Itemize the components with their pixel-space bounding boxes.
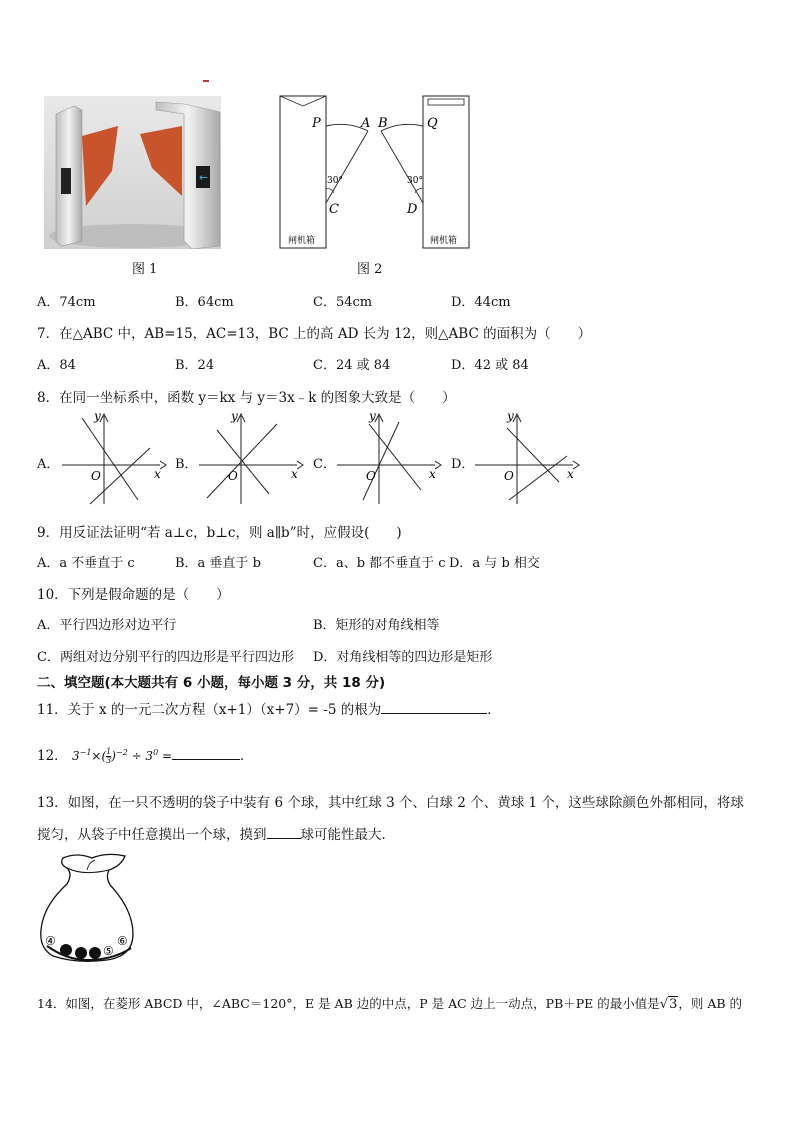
axis-x: x xyxy=(567,467,574,481)
turnstile-diagram xyxy=(278,93,473,251)
axis-y: y xyxy=(507,409,514,423)
q11 xyxy=(37,698,501,718)
q8-graph-b xyxy=(197,408,315,506)
q12-answer-blank[interactable] xyxy=(172,747,240,760)
red-mark xyxy=(203,80,209,82)
svg-text:←: ← xyxy=(199,171,209,184)
angle-right: 30° xyxy=(407,176,423,186)
origin: O xyxy=(504,469,514,483)
axis-y: y xyxy=(94,409,101,423)
q8-label-d: D． xyxy=(451,457,475,472)
label-Q: Q xyxy=(427,116,438,131)
label-B: B xyxy=(378,116,388,131)
q6-option-b: B．64cm xyxy=(175,295,234,310)
angle-left: 30° xyxy=(327,176,343,186)
q13-text-a: 搅匀，从袋子中任意摸出一个球，摸到 xyxy=(37,827,267,843)
q10-option-b: B．矩形的对角线相等 xyxy=(313,618,440,633)
axis-y: y xyxy=(231,409,238,423)
q8-graph-d xyxy=(473,408,591,506)
q9-stem: 9．用反证法证明“若 a⊥c，b⊥c，则 a∥b”时，应假设( ) xyxy=(37,525,402,541)
ball-label-5: ⑤ xyxy=(103,944,114,958)
q6-option-c: C．54cm xyxy=(313,295,373,310)
q9-option-d: D．a 与 b 相交 xyxy=(449,556,540,571)
q7-option-d: D．42 或 84 xyxy=(451,358,529,373)
fig1-caption: 图 1 xyxy=(132,262,158,277)
q8-graph-a xyxy=(60,408,178,506)
right-box-label: 闸机箱 xyxy=(430,236,458,246)
q9-option-a: A．a 不垂直于 c xyxy=(37,556,135,571)
turnstile-photo xyxy=(44,96,221,249)
q13-text-b: 球可能性最大． xyxy=(300,827,395,843)
q10-option-c: C．两组对边分别平行的四边形是平行四边形 xyxy=(37,650,294,665)
q14-text-a: 14．如图，在菱形 ABCD 中，∠ABC＝120°，E 是 AB 边的中点，P 是 AC 边上一动点，PB＋PE 的最小值是 xyxy=(37,996,660,1011)
q8-label-a: A． xyxy=(37,457,60,472)
left-box-label: 闸机箱 xyxy=(288,236,316,246)
q12-end: ． xyxy=(240,748,254,764)
q7-stem: 7．在△ABC 中，AB=15，AC=13，BC 上的高 AD 长为 12，则△ABC 的面积为（ ） xyxy=(37,326,592,342)
q8-graph-c xyxy=(335,408,453,506)
section2-heading: 二、填空题(本大题共有 6 小题，每小题 3 分，共 18 分) xyxy=(37,675,386,691)
axis-x: x xyxy=(291,467,298,481)
sqrt3: √3 xyxy=(659,997,678,1012)
axis-x: x xyxy=(429,467,436,481)
q7-option-b: B．24 xyxy=(175,358,215,373)
q8-stem: 8．在同一坐标系中，函数 y＝kx 与 y＝3x﹣k 的图象大致是（ ） xyxy=(37,390,456,406)
q11-text: 11．关于 x 的一元二次方程（x+1）（x+7）= -5 的根为 xyxy=(37,702,382,718)
q12-expression: $3^{-1}\times$( $\frac{1}{3}$ )$^{-2} \div 3^0$ = xyxy=(71,747,173,765)
q9-option-c: C．a、b 都不垂直于 c xyxy=(313,556,446,571)
q10-option-d: D．对角线相等的四边形是矩形 xyxy=(313,650,493,665)
label-P: P xyxy=(312,116,321,131)
q7-option-a: A．84 xyxy=(37,358,76,373)
ball-label-4: ④ xyxy=(45,934,56,948)
label-A: A xyxy=(361,116,371,131)
fig2-caption: 图 2 xyxy=(357,262,383,277)
ball-label-6: ⑥ xyxy=(117,934,128,948)
q8-label-b: B． xyxy=(175,457,198,472)
bag-figure xyxy=(37,850,139,965)
q11-answer-blank[interactable] xyxy=(381,701,487,714)
q13-line1: 13．如图，在一只不透明的袋子中装有 6 个球，其中红球 3 个、白球 2 个、黄球 1 个，这些球除颜色外都相同，将球 xyxy=(37,795,744,811)
q14-text-b: ，则 AB 的 xyxy=(678,996,743,1011)
q11-end: ． xyxy=(487,702,501,718)
q8-label-c: C． xyxy=(313,457,336,472)
origin: O xyxy=(366,469,376,483)
q12 xyxy=(37,744,254,765)
q6-option-a: A．74cm xyxy=(37,295,96,310)
axis-x: x xyxy=(154,467,161,481)
q10-option-a: A．平行四边形对边平行 xyxy=(37,618,177,633)
q10-stem: 10．下列是假命题的是（ ） xyxy=(37,587,230,603)
axis-y: y xyxy=(369,409,376,423)
q9-option-b: B．a 垂直于 b xyxy=(175,556,261,571)
q6-option-d: D．44cm xyxy=(451,295,511,310)
q13-answer-blank[interactable] xyxy=(267,826,301,839)
q12-prefix: 12． xyxy=(37,748,68,764)
origin: O xyxy=(91,469,101,483)
q14 xyxy=(37,994,742,1012)
q7-option-c: C．24 或 84 xyxy=(313,358,391,373)
origin: O xyxy=(228,469,238,483)
label-D: D xyxy=(407,202,418,217)
label-C: C xyxy=(329,202,339,217)
q13-line2 xyxy=(37,823,395,843)
